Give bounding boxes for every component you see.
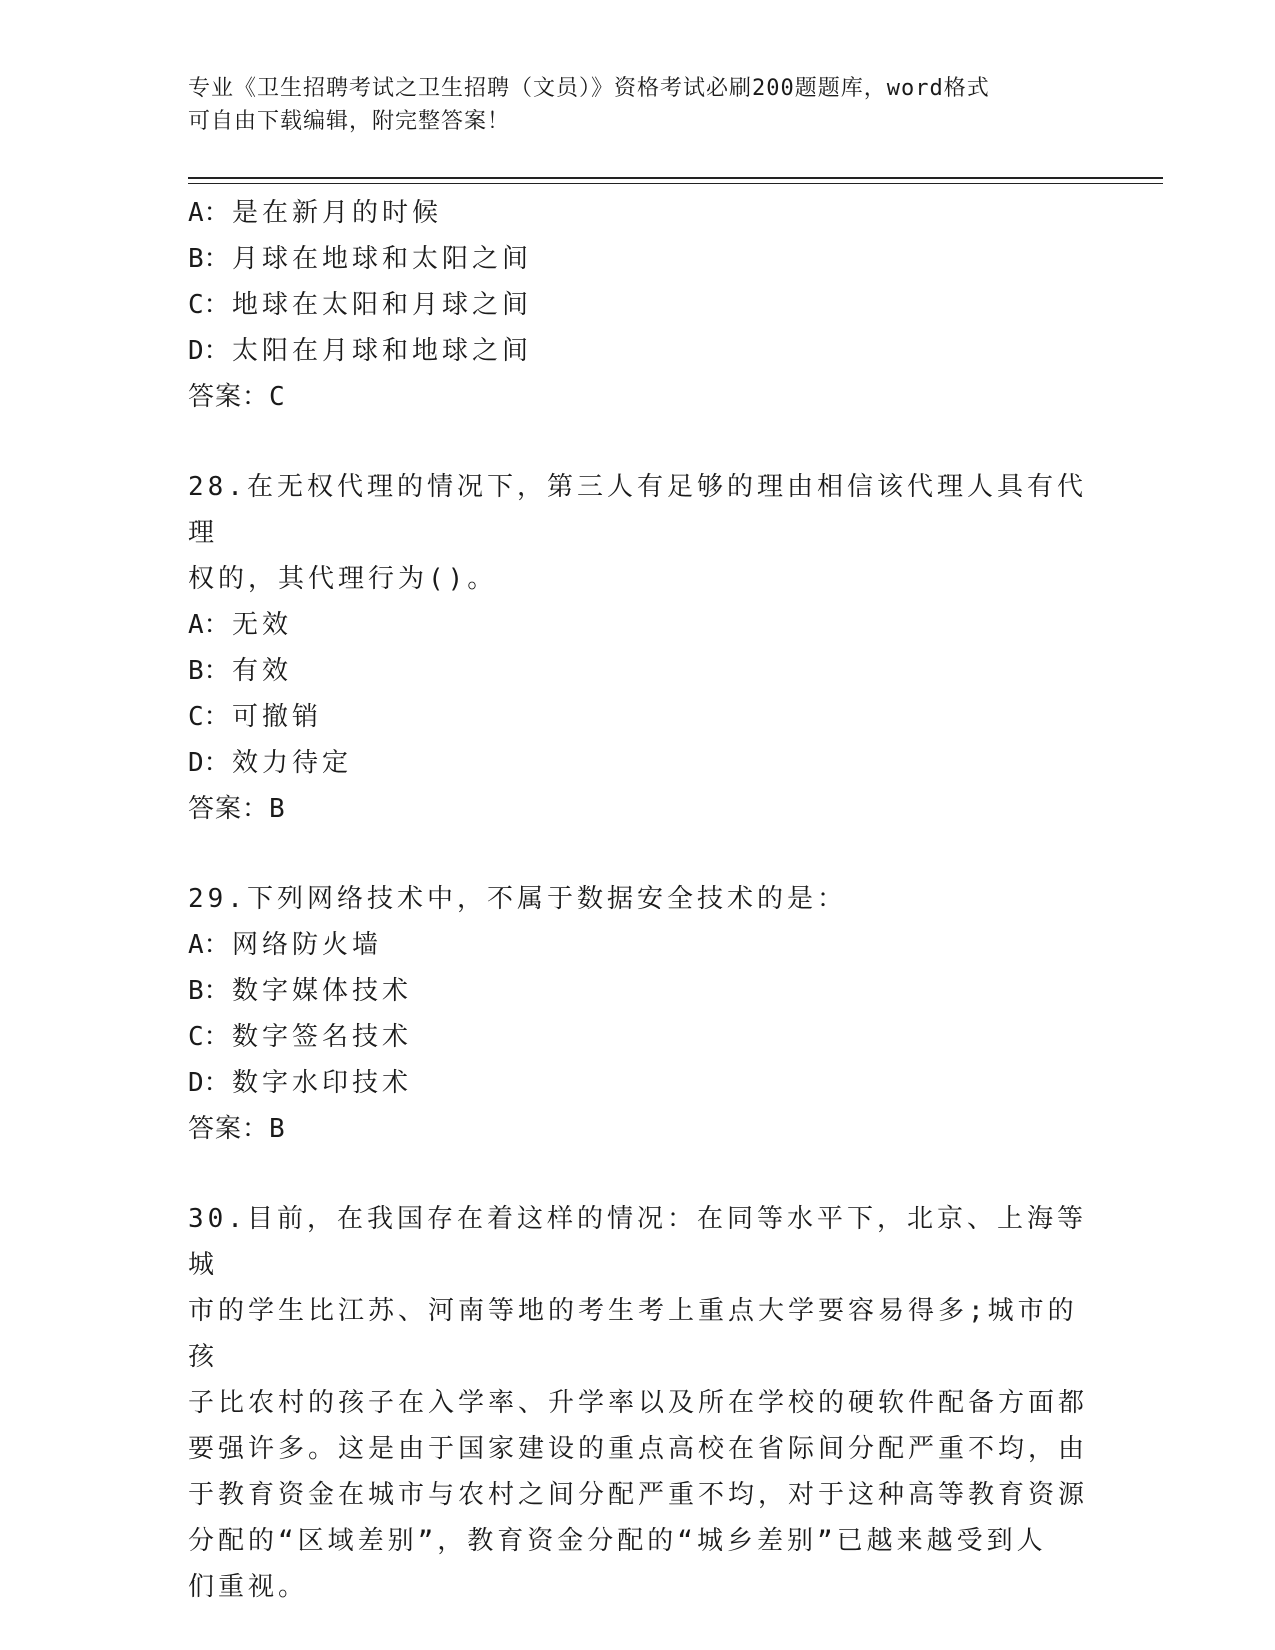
option-a <box>188 922 1088 968</box>
question-stem-line: 们重视。 <box>188 1572 309 1602</box>
option-text: 太阳在月球和地球之间 <box>232 336 533 366</box>
option-b <box>188 236 1088 282</box>
question-content <box>188 190 1088 1610</box>
option-text: 可撤销 <box>232 702 323 732</box>
option-label: D： <box>188 748 230 778</box>
document-header <box>188 72 1088 138</box>
header-line-1: 专业《卫生招聘考试之卫生招聘（文员）》资格考试必刷200题题库，word格式 <box>188 76 990 101</box>
option-label: C： <box>188 290 230 320</box>
option-label: A： <box>188 610 230 640</box>
option-d <box>188 1060 1088 1106</box>
option-label: B： <box>188 244 230 274</box>
header-line-2: 可自由下载编辑，附完整答案！ <box>188 109 511 134</box>
question-stem-line: 分配的“区域差别”，教育资金分配的“城乡差别”已越来越受到人 <box>188 1526 1047 1556</box>
answer-line: 答案：B <box>188 794 286 824</box>
option-text: 是在新月的时候 <box>232 198 443 228</box>
option-label: B： <box>188 976 230 1006</box>
header-divider-thick <box>188 177 1163 179</box>
option-text: 网络防火墙 <box>232 930 383 960</box>
option-label: D： <box>188 336 230 366</box>
question-stem-line: 30.目前，在我国存在着这样的情况：在同等水平下，北京、上海等城 <box>188 1204 1087 1280</box>
answer-line: 答案：B <box>188 1114 286 1144</box>
option-a <box>188 602 1088 648</box>
option-text: 无效 <box>232 610 293 640</box>
option-text: 效力待定 <box>232 748 353 778</box>
question-stem-line: 28.在无权代理的情况下，第三人有足够的理由相信该代理人具有代理 <box>188 472 1087 548</box>
option-label: A： <box>188 198 230 228</box>
option-c <box>188 694 1088 740</box>
option-d <box>188 740 1088 786</box>
option-b <box>188 648 1088 694</box>
option-text: 数字媒体技术 <box>232 976 413 1006</box>
option-text: 月球在地球和太阳之间 <box>232 244 533 274</box>
question-stem-line: 29.下列网络技术中，不属于数据安全技术的是： <box>188 884 847 914</box>
option-text: 数字水印技术 <box>232 1068 413 1098</box>
option-label: A： <box>188 930 230 960</box>
option-c <box>188 282 1088 328</box>
option-label: D： <box>188 1068 230 1098</box>
header-divider-thin <box>188 183 1163 184</box>
question-28-block <box>188 464 1088 832</box>
spacer <box>188 1152 1088 1196</box>
option-label: B： <box>188 656 230 686</box>
spacer <box>188 420 1088 464</box>
question-30-block <box>188 1196 1088 1610</box>
option-c <box>188 1014 1088 1060</box>
spacer <box>188 832 1088 876</box>
question-27-block <box>188 190 1088 420</box>
option-text: 有效 <box>232 656 293 686</box>
question-stem-line: 市的学生比江苏、河南等地的考生考上重点大学要容易得多;城市的孩 <box>188 1296 1078 1372</box>
answer-line: 答案：C <box>188 382 286 412</box>
option-a <box>188 190 1088 236</box>
question-stem-line: 于教育资金在城市与农村之间分配严重不均，对于这种高等教育资源 <box>188 1480 1089 1510</box>
question-stem-line: 权的，其代理行为()。 <box>188 564 498 594</box>
question-stem-line: 要强许多。这是由于国家建设的重点高校在省际间分配严重不均，由 <box>188 1434 1089 1464</box>
option-d <box>188 328 1088 374</box>
option-label: C： <box>188 1022 230 1052</box>
question-29-block <box>188 876 1088 1152</box>
question-stem-line: 子比农村的孩子在入学率、升学率以及所在学校的硬软件配备方面都 <box>188 1388 1089 1418</box>
option-text: 数字签名技术 <box>232 1022 413 1052</box>
option-b <box>188 968 1088 1014</box>
option-label: C： <box>188 702 230 732</box>
option-text: 地球在太阳和月球之间 <box>232 290 533 320</box>
